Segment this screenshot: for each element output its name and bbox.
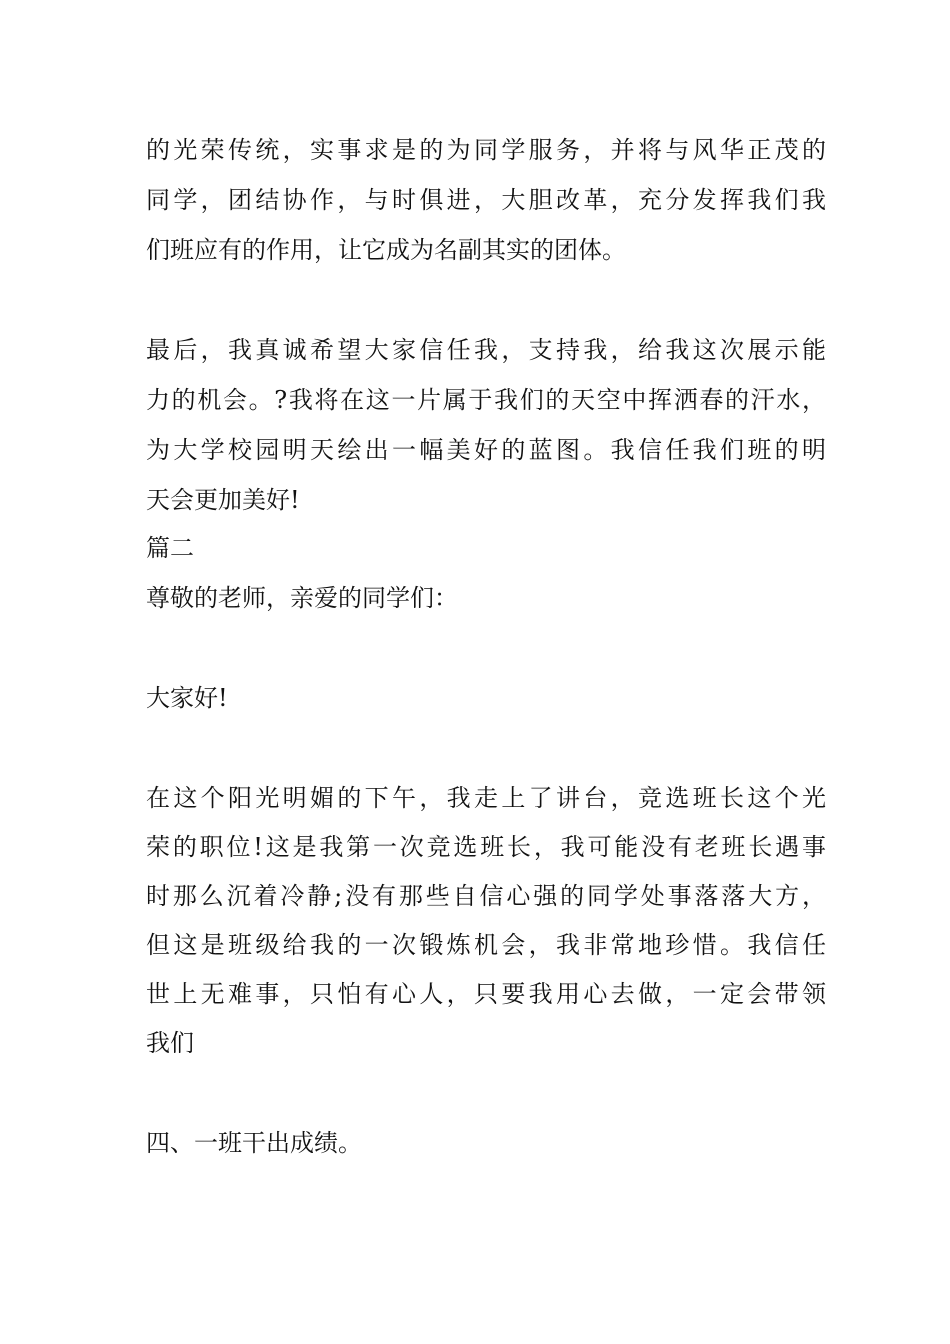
paragraph-3-line-6: 我们 — [146, 1029, 194, 1057]
paragraph-3-line-2: 荣的职位!这是我第一次竞选班长，我可能没有老班长遇事 — [146, 833, 826, 861]
paragraph-1-line-3: 们班应有的作用，让它成为名副其实的团体。 — [146, 236, 626, 264]
paragraph-3-line-4: 但这是班级给我的一次锻炼机会，我非常地珍惜。我信任 — [146, 931, 826, 959]
paragraph-3-line-5: 世上无难事，只怕有心人，只要我用心去做，一定会带领 — [146, 980, 826, 1008]
greeting: 大家好! — [146, 684, 228, 712]
paragraph-2-line-2: 力的机会。?我将在这一片属于我们的天空中挥洒春的汗水， — [146, 386, 826, 414]
paragraph-3-line-3: 时那么沉着冷静;没有那些自信心强的同学处事落落大方， — [146, 882, 826, 910]
paragraph-2-line-3: 为大学校园明天绘出一幅美好的蓝图。我信任我们班的明 — [146, 436, 826, 464]
paragraph-2-line-1: 最后，我真诚希望大家信任我，支持我，给我这次展示能 — [146, 336, 826, 364]
paragraph-4: 四、一班干出成绩。 — [146, 1129, 362, 1157]
section-title: 篇二 — [146, 534, 194, 562]
paragraph-3-line-1: 在这个阳光明媚的下午，我走上了讲台，竞选班长这个光 — [146, 784, 826, 812]
paragraph-2-line-4: 天会更加美好! — [146, 486, 300, 514]
salutation: 尊敬的老师，亲爱的同学们： — [146, 584, 458, 612]
paragraph-1-line-2: 同学，团结协作，与时俱进，大胆改革，充分发挥我们我 — [146, 186, 826, 214]
paragraph-1-line-1: 的光荣传统，实事求是的为同学服务，并将与风华正茂的 — [146, 136, 826, 164]
